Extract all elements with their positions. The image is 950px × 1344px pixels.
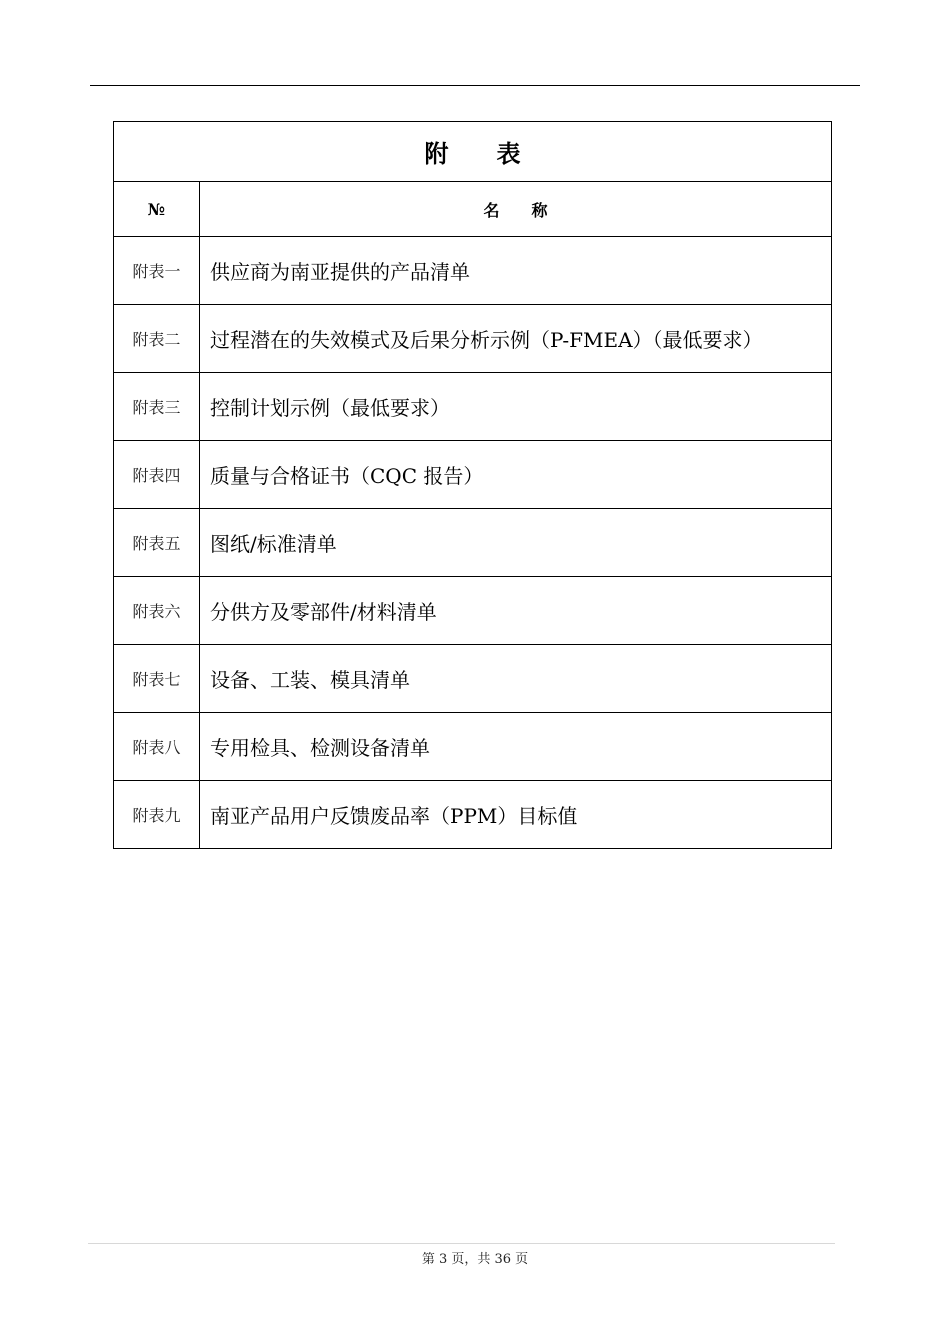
column-header-name: 名 称 [200, 182, 832, 237]
appendix-name: 控制计划示例（最低要求） [200, 373, 832, 441]
appendix-number: 附表九 [114, 781, 200, 849]
appendix-number: 附表三 [114, 373, 200, 441]
table-row [114, 577, 832, 645]
appendix-table [113, 121, 832, 849]
appendix-number: 附表六 [114, 577, 200, 645]
appendix-number: 附表五 [114, 509, 200, 577]
appendix-name: 设备、工装、模具清单 [200, 645, 832, 713]
appendix-number: 附表一 [114, 237, 200, 305]
appendix-name: 南亚产品用户反馈废品率（PPM）目标值 [200, 781, 832, 849]
header-rule [90, 85, 860, 86]
table-row [114, 781, 832, 849]
appendix-name: 供应商为南亚提供的产品清单 [200, 237, 832, 305]
appendix-name: 过程潜在的失效模式及后果分析示例（P-FMEA）（最低要求） [200, 305, 832, 373]
footer-rule [88, 1243, 835, 1244]
table-row [114, 645, 832, 713]
appendix-number: 附表七 [114, 645, 200, 713]
table-row [114, 509, 832, 577]
table-row [114, 441, 832, 509]
table-row [114, 713, 832, 781]
appendix-name: 图纸/标准清单 [200, 509, 832, 577]
appendix-number: 附表四 [114, 441, 200, 509]
table-row [114, 373, 832, 441]
page-number: 第 3 页，共 36 页 [421, 1252, 529, 1267]
appendix-name: 分供方及零部件/材料清单 [200, 577, 832, 645]
appendix-name: 质量与合格证书（CQC 报告） [200, 441, 832, 509]
column-header-no: № [114, 182, 200, 237]
appendix-number: 附表八 [114, 713, 200, 781]
appendix-name: 专用检具、检测设备清单 [200, 713, 832, 781]
appendix-number: 附表二 [114, 305, 200, 373]
table-title-text: 附 表 [424, 139, 521, 168]
table-row [114, 305, 832, 373]
table-title [114, 122, 832, 182]
table-row [114, 237, 832, 305]
